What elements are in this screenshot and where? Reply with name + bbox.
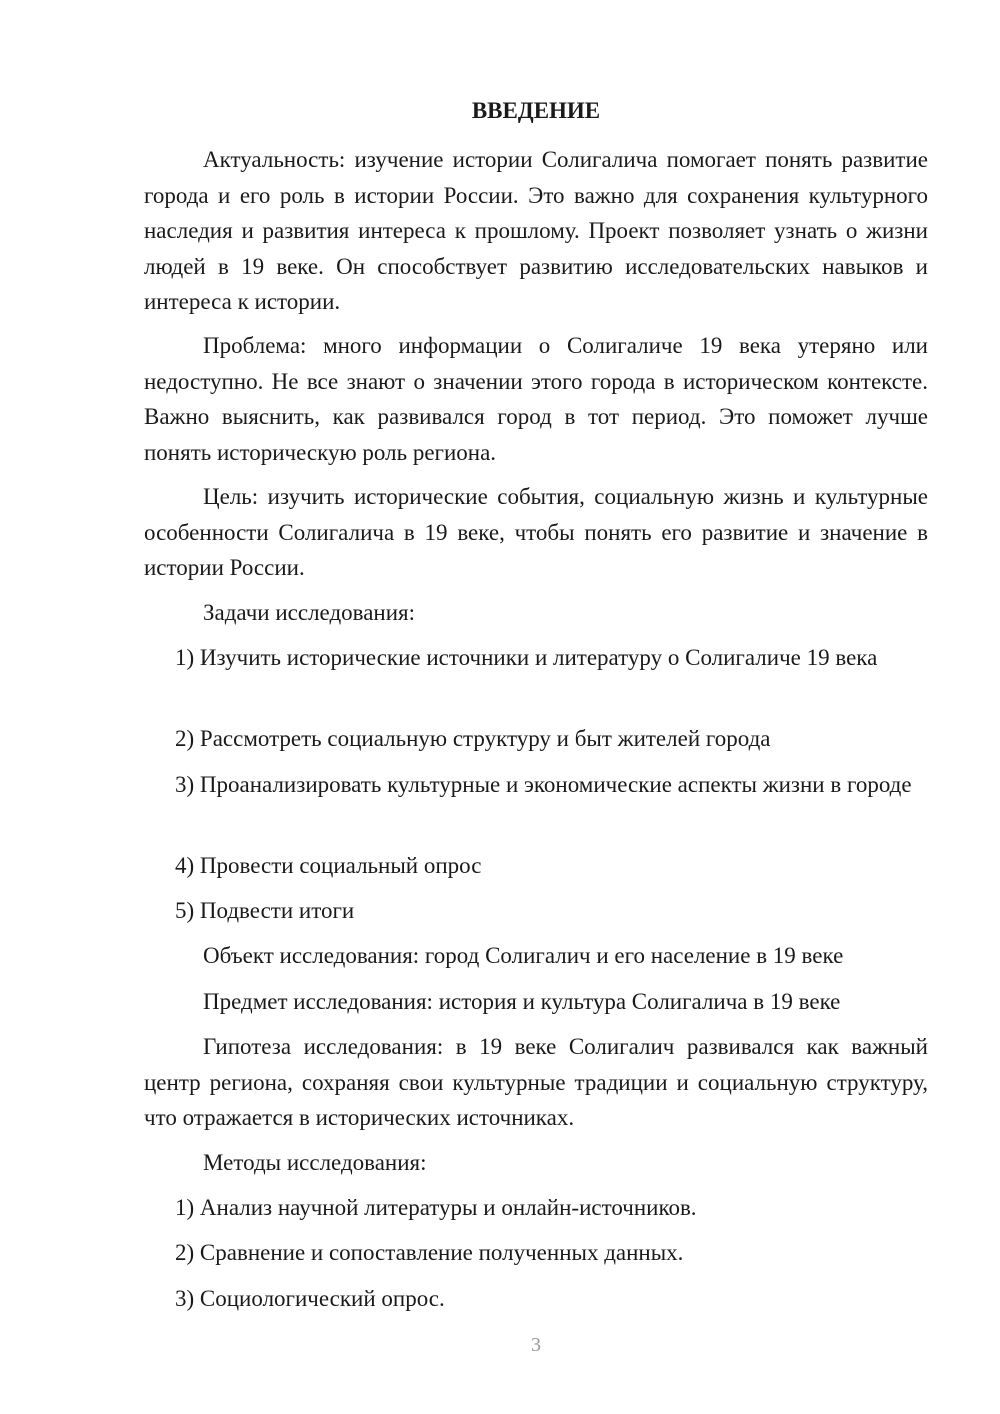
hypothesis-paragraph: Гипотеза исследования: в 19 веке Солигалич развивался как важный центр региона, сохраняя свои культурные традиции и социальную структуру, что отражается в исторических источниках. — [144, 1034, 928, 1130]
subject-paragraph: Предмет исследования: история и культура Солигалича в 19 веке — [203, 989, 841, 1014]
page-number: 3 — [531, 1334, 541, 1356]
task-item-5: 5) Подвести итоги — [175, 898, 355, 923]
task-item-4: 4) Провести социальный опрос — [175, 853, 482, 878]
goal-paragraph: Цель: изучить исторические события, социальную жизнь и культурные особенности Солигалича в 19 веке, чтобы понять его развитие и значение в истории России. — [144, 484, 928, 580]
object-paragraph: Объект исследования: город Солигалич и его население в 19 веке — [203, 943, 844, 968]
page-title: ВВЕДЕНИЕ — [471, 98, 601, 123]
task-item-1: 1) Изучить исторические источники и литературу о Солигаличе 19 века — [175, 645, 878, 670]
relevance-paragraph: Актуальность: изучение истории Солигалича помогает понять развитие города и его роль в истории России. Это важно для сохранения культурного наследия и развития интереса к прошлому. Проект позволяет узнать о жизни людей в 19 веке. Он способствует развитию исследовательских навыков и интереса к истории. — [144, 147, 928, 314]
method-item-2: 2) Сравнение и сопоставление полученных данных. — [175, 1240, 684, 1265]
methods-heading: Методы исследования: — [203, 1150, 427, 1175]
task-item-3: 3) Проанализировать культурные и экономические аспекты жизни в городе — [175, 772, 912, 797]
task-item-2: 2) Рассмотреть социальную структуру и быт жителей города — [175, 726, 771, 751]
method-item-1: 1) Анализ научной литературы и онлайн-источников. — [175, 1195, 697, 1220]
problem-paragraph: Проблема: много информации о Солигаличе 19 века утеряно или недоступно. Не все знают о значении этого города в историческом контексте. Важно выяснить, как развивался город в тот период. Это поможет лучше понять историческую роль региона. — [144, 333, 928, 465]
tasks-heading: Задачи исследования: — [203, 600, 416, 625]
method-item-3: 3) Социологический опрос. — [175, 1286, 445, 1311]
